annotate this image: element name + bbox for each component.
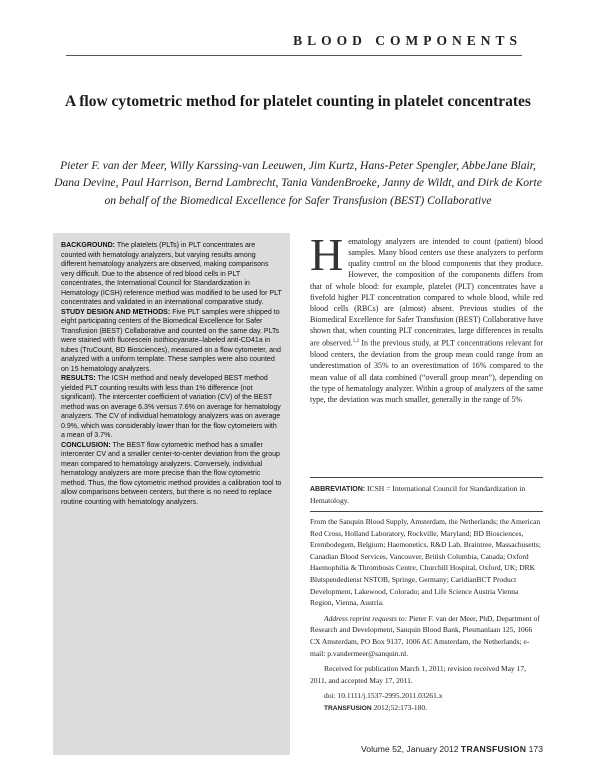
- section-header: BLOOD COMPONENTS: [66, 33, 522, 56]
- affiliations: [310, 516, 543, 719]
- abstract-results: [61, 374, 282, 441]
- affiliation-from: From the Sanquin Blood Supply, Amsterdam, the Netherlands; the American Red Cross, Holland Laboratory, Rockville, Maryland; BD Biosciences, Erembodegem, Belgium; Haemonetics, R&D Lab, Braintree, Massachusetts; Canadian Blood Services, Vancouver, British Columbia, Canada; Oxford Haemophilia & Thrombosis Centre, Churchill Hospital, Oxford, UK; DRK Blutspendedienst NSTOB, Springe, Germany; CaridianBCT Product Development, Lakewood, Colorado; and Life Science Austria Vienna Region, Vienna, Austria.: [310, 517, 541, 608]
- abstract-methods-text: Five PLT samples were shipped to eight participating centers of the Biomedical Excellence for Safer Transfusion (BEST) Collaborative and counted on the same day. PLTs were stained with fluorescein isothiocyanate–labeled anti-CD41a in tubes (TruCount, BD Biosciences), measured on a flow cytometer, and analyzed with a uniform template. These samples were also counted on 15 hematology analyzers.: [61, 308, 281, 373]
- reprint-label: Address reprint requests to:: [324, 613, 408, 623]
- abstract-background-label: BACKGROUND:: [61, 242, 116, 249]
- reprint-request: [310, 613, 543, 659]
- body-text-part2: In the previous study, at PLT concentrations relevant for blood centers, the deviation from the group mean could range from an underestimation of 35% to an overestimation of 16% compared to the mean value of all data combined (“overall group mean”), depending on the type of hematology analyzer. Within a group of analyzers of the same type, the deviation was much smaller, generally in the range of 5%: [310, 339, 543, 404]
- footer-volume: Volume 52, January 2012: [361, 744, 459, 754]
- received-dates: Received for publication March 1, 2011; revision received May 17, 2011, and accepted May 17, 2011.: [310, 664, 526, 685]
- article-title: A flow cytometric method for platelet counting in platelet concentrates: [65, 93, 531, 110]
- citation-journal: TRANSFUSION: [324, 704, 372, 712]
- abstract-conclusion-text: The BEST flow cytometric method has a smaller intercenter CV and a smaller center-to-center deviation from the group mean compared to hematology analyzers. Conversely, individual hematology analyzers are more precise than the flow cytometric method. Thus, the flow cytometric method provides a calibration tool to allow comparisons between centers, but there is no need to replace routine counting with hematology analyzers.: [61, 441, 282, 506]
- abbreviation-box: [310, 477, 543, 512]
- author-list: Pieter F. van der Meer, Willy Karssing-van Leeuwen, Jim Kurtz, Hans-Peter Spengler, AbbeJane Blair, Dana Devine, Paul Harrison, Bernd Lambrecht, Tania VandenBroeke, Janny de Wildt, and Dirk de Korte on behalf of the Biomedical Excellence for Safer Transfusion (BEST) Collaborative: [54, 159, 542, 207]
- body-text-part1: ematology analyzers are intended to count (patient) blood samples. Many blood centers use these analyzers to perform quality control on the blood components that they produce. However, the composition of the components differs from that of whole blood: for example, platelet (PLT) concentrates have a fivefold higher PLT concentration compared to whole blood, while red blood cells (RBCs) are (almost) absent. Previous studies of the Biomedical Excellence for Safer Transfusion (BEST) Collaborative have shown that, when counting PLT concentrates, large differences in results are observed.: [310, 237, 543, 349]
- abbreviation-label: ABBREVIATION:: [310, 486, 366, 493]
- abbreviation-text: ICSH = International Council for Standardization in Hematology.: [310, 484, 526, 505]
- abstract-background-text: The platelets (PLTs) in PLT concentrates are counted with hematology analyzers, but varying results among different hematology analyzers are observed, making comparisons very difficult. Due to the absence of red blood cells in PLT concentrates, the International Council for Standardization in Hematology (ICSH) reference method was modified to be used for PLT concentrates and validated in an international comparative study.: [61, 242, 282, 306]
- footer-journal: TRANSFUSION: [460, 744, 527, 754]
- abstract-methods-label: STUDY DESIGN AND METHODS:: [61, 308, 171, 316]
- page-footer: [300, 744, 543, 754]
- body-paragraph: [310, 229, 543, 405]
- abstract-results-text: The ICSH method and newly developed BEST method yielded PLT counting results with less than 1% difference (not significant). The intercenter coefficient of variation (CV) of the BEST method was on average 6.3% versus 7.6% on average for hematology analyzers. The CV of individual hematology analyzers was on average 0.9%, which was considerably lower than for the flow cytometers with a mean of 3.7%.: [61, 375, 281, 439]
- abstract-conclusion: [61, 441, 282, 508]
- doi[interactable]: doi: 10.1111/j.1537-2995.2011.03261.x: [324, 691, 443, 701]
- reprint-text: Pieter F. van der Meer, PhD, Department of Research and Development, Sanquin Blood Bank, Plesmanlaan 125, 1066 CX Amsterdam, PO Box 9137, 1006 AC Amsterdam, the Netherlands; e-mail: p.vandermeer@sanquin.nl.: [310, 613, 540, 658]
- abstract-results-label: RESULTS:: [61, 375, 96, 382]
- abstract-conclusion-label: CONCLUSION:: [61, 441, 111, 449]
- abstract-box: [53, 233, 290, 755]
- drop-cap: H: [310, 229, 344, 280]
- citation-details: 2012;52:173-180.: [371, 702, 428, 712]
- abstract-background: [61, 241, 282, 308]
- page-number: 173: [528, 744, 543, 754]
- abstract-methods: [61, 308, 282, 375]
- citation: [310, 702, 543, 715]
- citation-ref[interactable]: 1,2: [352, 339, 359, 345]
